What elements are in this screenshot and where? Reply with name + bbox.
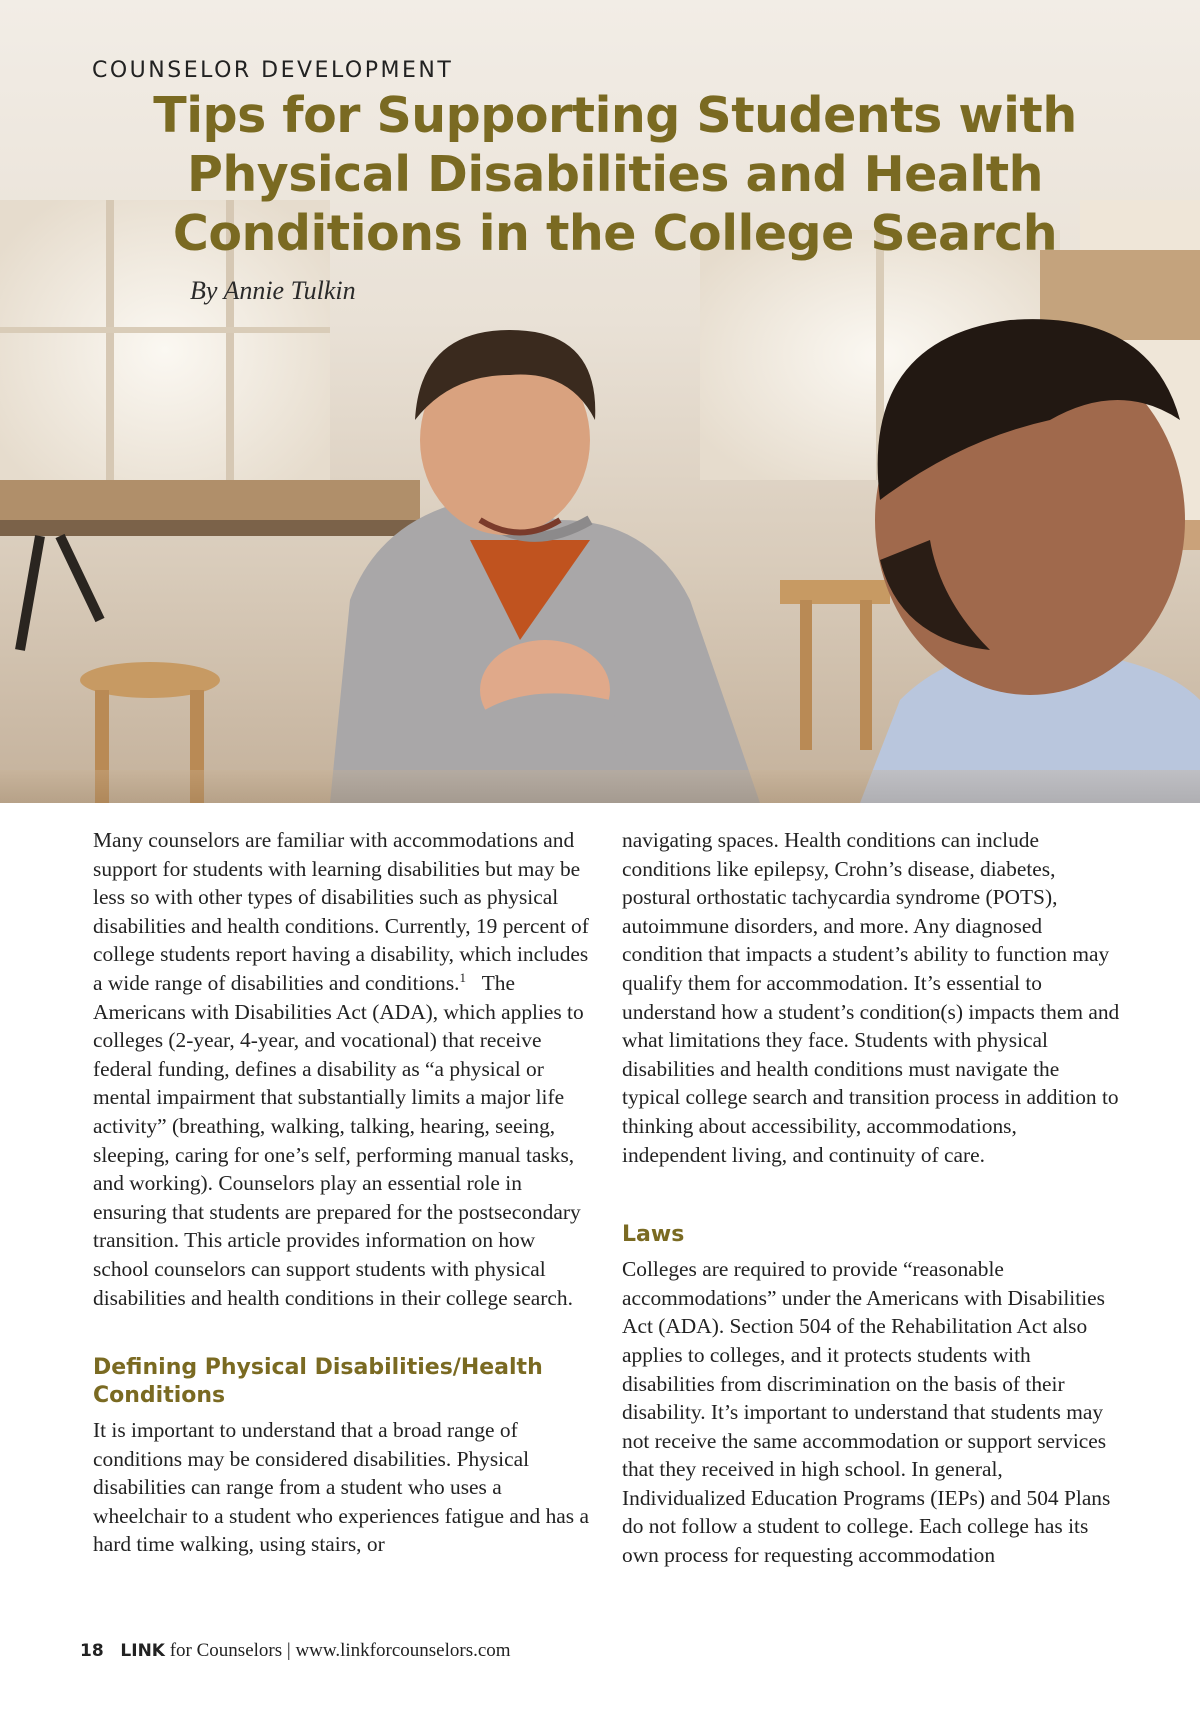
defining-paragraph: It is important to understand that a broad range of conditions may be considered disabilities. Physical disabilities can range from a student who uses a wheelchair to a student who experiences fatigue and has a hard time walking, using stairs, or bbox=[93, 1418, 589, 1557]
page-footer bbox=[80, 1640, 511, 1662]
intro-continued: The Americans with Disabilities Act (ADA), which applies to colleges (2-year, 4-year, and vocational) that receive federal funding, defines a disability as “a physical or mental impairment that substantially limits a major life activity” (breathing, walking, talking, hearing, seeing, sleeping, caring for one’s self, performing manual tasks, and working). Counselors play an essential role in ensuring that students are prepared for the postsecondary transition. This article provides information on how school counselors can support students with physical disabilities and health conditions in their college search. bbox=[93, 970, 584, 1310]
spacer bbox=[93, 1312, 593, 1354]
intro-text: Many counselors are familiar with accommodations and support for students with learning disabilities but may be less so with other types of disabilities such as physical disabilities and health conditions. Currently, 19 percent of college students report having a disability, which includes a wide range of disabilities and conditions. bbox=[93, 828, 589, 995]
heading-laws: Laws bbox=[622, 1222, 685, 1248]
defining-continued: navigating spaces. Health conditions can include conditions like epilepsy, Crohn’s disease, diabetes, postural orthostatic tachycardia syndrome (POTS), autoimmune disorders, and more. Any diagnosed condition that impacts a student’s ability to function may qualify them for accommodation. It’s essential to understand how a student’s condition(s) impacts them and what limitations they face. Students with physical disabilities and health conditions must navigate the typical college search and transition process in addition to thinking about accessibility, accommodations, independent living, and continuity of care. bbox=[622, 828, 1120, 1167]
page-number: 18 bbox=[80, 1641, 104, 1661]
spacer bbox=[622, 1169, 1122, 1221]
column-left bbox=[93, 826, 593, 1559]
section-label: COUNSELOR DEVELOPMENT bbox=[92, 58, 454, 83]
heading-defining: Defining Physical Disabilities/Health Conditions bbox=[93, 1355, 543, 1409]
brand-name: LINK bbox=[120, 1641, 165, 1661]
intro-paragraph bbox=[93, 826, 593, 1312]
publication-info: for Counselors | www.linkforcounselors.com bbox=[164, 1640, 511, 1661]
footnote-marker: 1 bbox=[459, 969, 467, 985]
column-right bbox=[622, 826, 1122, 1570]
laws-paragraph: Colleges are required to provide “reasonable accommodations” under the Americans with Disabilities Act (ADA). Section 504 of the Rehabilitation Act also applies to colleges, and it protects students with disabilities from discrimination on the basis of their disability. It’s important to understand that students may not receive the same accommodation or support services that they received in high school. In general, Individualized Education Programs (IEPs) and 504 Plans do not follow a student to college. Each college has its own process for requesting accommodation bbox=[622, 1257, 1111, 1568]
byline: By Annie Tulkin bbox=[190, 276, 356, 305]
article-title: Tips for Supporting Students with Physical Disabilities and Health Conditions in the College Search bbox=[153, 87, 1077, 262]
